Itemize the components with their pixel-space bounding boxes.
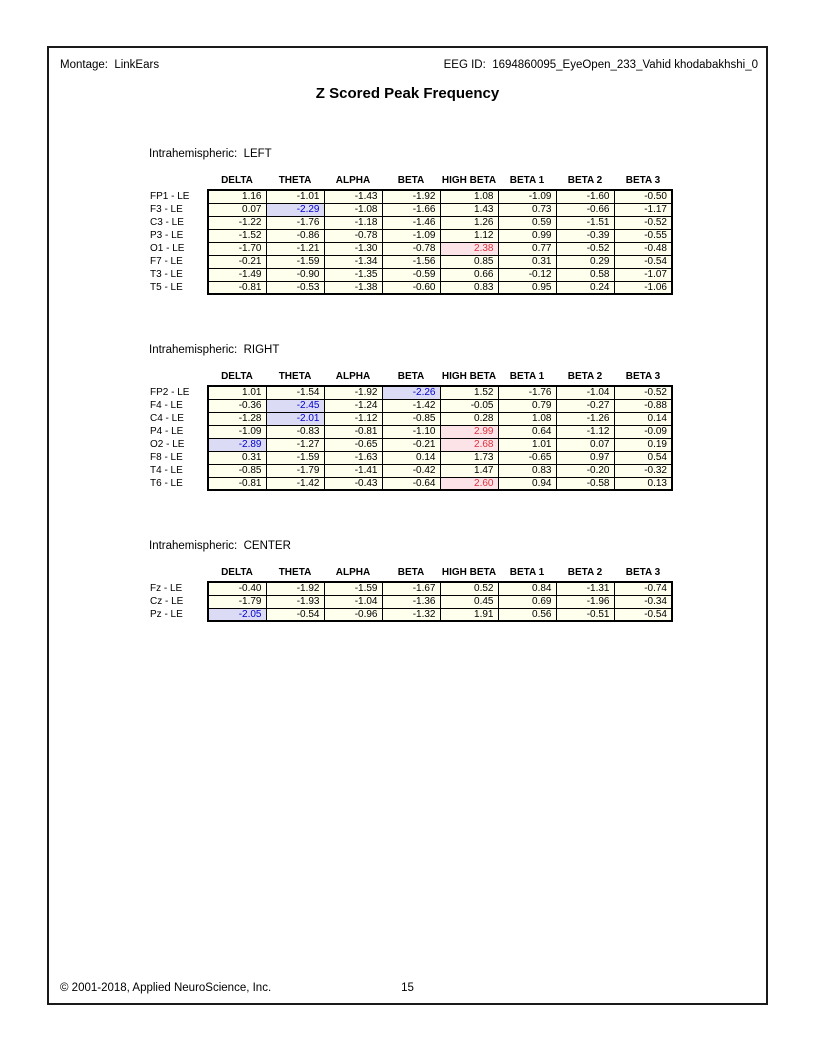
z-value-cell: -0.54 — [266, 608, 324, 621]
table-row — [149, 477, 672, 490]
section-left — [149, 148, 673, 295]
z-value-cell: -1.04 — [556, 386, 614, 399]
z-value-cell: 0.84 — [498, 582, 556, 595]
z-value-cell: -1.34 — [324, 255, 382, 268]
z-value-cell: -0.48 — [614, 242, 672, 255]
z-value-cell: 1.01 — [208, 386, 266, 399]
z-value-cell: -0.83 — [266, 425, 324, 438]
z-value-cell: 0.58 — [556, 268, 614, 281]
z-value-cell: -1.07 — [614, 268, 672, 281]
z-value-cell: -1.31 — [556, 582, 614, 595]
z-value-cell: -2.05 — [208, 608, 266, 621]
column-header: DELTA — [221, 175, 253, 186]
z-value-cell: 0.29 — [556, 255, 614, 268]
table-row — [149, 229, 672, 242]
column-header: BETA 2 — [567, 175, 603, 186]
z-value-cell: -0.50 — [614, 190, 672, 203]
z-value-cell: 0.77 — [498, 242, 556, 255]
z-value-cell: 1.08 — [498, 412, 556, 425]
z-value-cell: -1.76 — [266, 216, 324, 229]
z-value-cell: -1.42 — [266, 477, 324, 490]
z-value-cell: -0.43 — [324, 477, 382, 490]
z-value-cell: -1.92 — [266, 582, 324, 595]
z-value-cell: 2.60 — [440, 477, 498, 490]
z-value-cell: -0.86 — [266, 229, 324, 242]
z-value-cell: -1.70 — [208, 242, 266, 255]
z-value-cell: 0.07 — [556, 438, 614, 451]
column-header: THETA — [278, 371, 312, 382]
z-value-cell: -0.90 — [266, 268, 324, 281]
z-value-cell: -1.24 — [324, 399, 382, 412]
column-header-row — [149, 371, 672, 386]
z-value-cell: -1.60 — [556, 190, 614, 203]
z-value-cell: -0.78 — [382, 242, 440, 255]
table-row — [149, 451, 672, 464]
column-header: BETA 1 — [509, 567, 545, 578]
row-label: Pz - LE — [150, 609, 183, 620]
z-value-cell: 2.99 — [440, 425, 498, 438]
column-header: BETA — [397, 567, 425, 578]
table-row — [149, 190, 672, 203]
row-label: P4 - LE — [150, 426, 184, 437]
z-value-cell: -0.09 — [614, 425, 672, 438]
z-value-cell: -1.18 — [324, 216, 382, 229]
z-value-cell: -0.39 — [556, 229, 614, 242]
z-value-cell: -0.81 — [208, 281, 266, 294]
z-value-cell: -1.38 — [324, 281, 382, 294]
z-value-cell: -0.21 — [208, 255, 266, 268]
z-value-cell: -2.29 — [266, 203, 324, 216]
row-label: O1 - LE — [150, 243, 185, 254]
table-row — [149, 216, 672, 229]
z-value-cell: -0.20 — [556, 464, 614, 477]
row-label: Cz - LE — [150, 596, 184, 607]
z-value-cell: 0.14 — [382, 451, 440, 464]
column-header: HIGH BETA — [441, 175, 497, 186]
z-value-cell: -0.74 — [614, 582, 672, 595]
column-header: ALPHA — [335, 175, 371, 186]
table-row — [149, 255, 672, 268]
column-header: BETA 3 — [625, 567, 661, 578]
row-label: FP2 - LE — [150, 387, 190, 398]
z-value-cell: -0.59 — [382, 268, 440, 281]
z-value-cell: -1.67 — [382, 582, 440, 595]
column-header: ALPHA — [335, 371, 371, 382]
z-score-table-center — [149, 567, 673, 622]
z-value-cell: -1.26 — [556, 412, 614, 425]
z-value-cell: -1.96 — [556, 595, 614, 608]
z-value-cell: -1.21 — [266, 242, 324, 255]
report-page-border — [47, 46, 768, 1005]
column-header: BETA — [397, 371, 425, 382]
row-label: T5 - LE — [150, 282, 183, 293]
z-value-cell: 0.19 — [614, 438, 672, 451]
z-value-cell: -1.92 — [324, 386, 382, 399]
z-value-cell: -1.59 — [266, 451, 324, 464]
z-score-table-left — [149, 175, 673, 295]
row-label: F7 - LE — [150, 256, 183, 267]
column-header: BETA 2 — [567, 567, 603, 578]
z-value-cell: -1.92 — [382, 190, 440, 203]
z-score-table-right — [149, 371, 673, 491]
z-value-cell: -1.51 — [556, 216, 614, 229]
z-value-cell: -1.79 — [266, 464, 324, 477]
z-value-cell: -0.85 — [382, 412, 440, 425]
corner-cell — [149, 175, 208, 190]
row-label: F3 - LE — [150, 204, 183, 215]
z-value-cell: -2.45 — [266, 399, 324, 412]
z-value-cell: -0.58 — [556, 477, 614, 490]
z-value-cell: -1.17 — [614, 203, 672, 216]
table-row — [149, 608, 672, 621]
z-value-cell: 1.01 — [498, 438, 556, 451]
z-value-cell: -1.06 — [614, 281, 672, 294]
section-label-right: Intrahemispheric: RIGHT — [149, 344, 280, 356]
z-value-cell: -1.30 — [324, 242, 382, 255]
column-header: BETA 1 — [509, 371, 545, 382]
z-value-cell: 0.85 — [440, 255, 498, 268]
z-value-cell: 0.64 — [498, 425, 556, 438]
z-value-cell: -0.66 — [556, 203, 614, 216]
row-label: FP1 - LE — [150, 191, 190, 202]
z-value-cell: -0.52 — [614, 216, 672, 229]
z-value-cell: -0.64 — [382, 477, 440, 490]
z-value-cell: 0.52 — [440, 582, 498, 595]
z-value-cell: -1.36 — [382, 595, 440, 608]
z-value-cell: -1.09 — [208, 425, 266, 438]
table-row — [149, 281, 672, 294]
z-value-cell: 1.16 — [208, 190, 266, 203]
table-row — [149, 399, 672, 412]
table-row — [149, 464, 672, 477]
z-value-cell: -0.88 — [614, 399, 672, 412]
z-value-cell: 0.95 — [498, 281, 556, 294]
row-label: F8 - LE — [150, 452, 183, 463]
z-value-cell: 2.38 — [440, 242, 498, 255]
column-header: DELTA — [221, 371, 253, 382]
column-header: THETA — [278, 567, 312, 578]
z-value-cell: 2.68 — [440, 438, 498, 451]
column-header: ALPHA — [335, 567, 371, 578]
table-row — [149, 582, 672, 595]
z-value-cell: -0.81 — [208, 477, 266, 490]
z-value-cell: -0.60 — [382, 281, 440, 294]
z-value-cell: -1.08 — [324, 203, 382, 216]
table-row — [149, 412, 672, 425]
z-value-cell: -1.43 — [324, 190, 382, 203]
z-value-cell: -0.21 — [382, 438, 440, 451]
z-value-cell: 0.54 — [614, 451, 672, 464]
z-value-cell: 0.28 — [440, 412, 498, 425]
column-header: THETA — [278, 175, 312, 186]
z-value-cell: 1.08 — [440, 190, 498, 203]
z-value-cell: -1.12 — [556, 425, 614, 438]
corner-cell — [149, 371, 208, 386]
z-value-cell: -1.52 — [208, 229, 266, 242]
z-value-cell: -0.54 — [614, 608, 672, 621]
z-value-cell: 0.24 — [556, 281, 614, 294]
z-value-cell: -0.52 — [556, 242, 614, 255]
z-value-cell: -1.56 — [382, 255, 440, 268]
row-label: T4 - LE — [150, 465, 183, 476]
column-header-row — [149, 567, 672, 582]
z-value-cell: 0.59 — [498, 216, 556, 229]
z-value-cell: 0.97 — [556, 451, 614, 464]
row-label: C3 - LE — [150, 217, 184, 228]
z-value-cell: 1.91 — [440, 608, 498, 621]
z-value-cell: -1.79 — [208, 595, 266, 608]
z-value-cell: -0.55 — [614, 229, 672, 242]
column-header-row — [149, 175, 672, 190]
z-value-cell: -1.49 — [208, 268, 266, 281]
z-value-cell: 0.94 — [498, 477, 556, 490]
page-number: 15 — [401, 982, 414, 994]
z-value-cell: -0.40 — [208, 582, 266, 595]
z-value-cell: 1.73 — [440, 451, 498, 464]
z-value-cell: -0.12 — [498, 268, 556, 281]
z-value-cell: 1.43 — [440, 203, 498, 216]
z-value-cell: -0.65 — [324, 438, 382, 451]
table-row — [149, 242, 672, 255]
section-label-left: Intrahemispheric: LEFT — [149, 148, 272, 160]
column-header: HIGH BETA — [441, 371, 497, 382]
z-value-cell: -1.59 — [266, 255, 324, 268]
z-value-cell: -1.54 — [266, 386, 324, 399]
column-header: BETA 1 — [509, 175, 545, 186]
z-value-cell: 0.31 — [498, 255, 556, 268]
z-value-cell: 0.14 — [614, 412, 672, 425]
z-value-cell: 1.52 — [440, 386, 498, 399]
z-value-cell: 0.13 — [614, 477, 672, 490]
z-value-cell: -0.53 — [266, 281, 324, 294]
section-center — [149, 540, 673, 622]
z-value-cell: -0.54 — [614, 255, 672, 268]
z-value-cell: 0.69 — [498, 595, 556, 608]
section-right — [149, 344, 673, 491]
z-value-cell: 0.66 — [440, 268, 498, 281]
table-row — [149, 203, 672, 216]
z-value-cell: -1.63 — [324, 451, 382, 464]
z-value-cell: -0.52 — [614, 386, 672, 399]
row-label: C4 - LE — [150, 413, 184, 424]
z-value-cell: 0.45 — [440, 595, 498, 608]
z-value-cell: -0.81 — [324, 425, 382, 438]
z-value-cell: -1.93 — [266, 595, 324, 608]
z-value-cell: -1.35 — [324, 268, 382, 281]
montage-label: Montage: LinkEars — [60, 59, 160, 71]
z-value-cell: 0.83 — [498, 464, 556, 477]
z-value-cell: -1.46 — [382, 216, 440, 229]
z-value-cell: -0.65 — [498, 451, 556, 464]
row-label: Fz - LE — [150, 583, 183, 594]
z-value-cell: -1.28 — [208, 412, 266, 425]
z-value-cell: -2.26 — [382, 386, 440, 399]
z-value-cell: 0.31 — [208, 451, 266, 464]
z-value-cell: 1.12 — [440, 229, 498, 242]
z-value-cell: -0.27 — [556, 399, 614, 412]
z-value-cell: -1.42 — [382, 399, 440, 412]
table-row — [149, 438, 672, 451]
z-value-cell: 0.99 — [498, 229, 556, 242]
z-value-cell: -1.32 — [382, 608, 440, 621]
table-row — [149, 268, 672, 281]
z-value-cell: 0.07 — [208, 203, 266, 216]
copyright-text: © 2001-2018, Applied NeuroScience, Inc. — [60, 982, 272, 994]
row-label: F4 - LE — [150, 400, 183, 411]
z-value-cell: -0.34 — [614, 595, 672, 608]
row-label: P3 - LE — [150, 230, 184, 241]
z-value-cell: 0.83 — [440, 281, 498, 294]
z-value-cell: -1.41 — [324, 464, 382, 477]
eeg-id-label: EEG ID: 1694860095_EyeOpen_233_Vahid khodabakhshi_0 — [443, 59, 758, 71]
z-value-cell: -1.27 — [266, 438, 324, 451]
column-header: DELTA — [221, 567, 253, 578]
z-value-cell: -0.36 — [208, 399, 266, 412]
z-value-cell: -1.22 — [208, 216, 266, 229]
table-row — [149, 425, 672, 438]
z-value-cell: 1.47 — [440, 464, 498, 477]
corner-cell — [149, 567, 208, 582]
table-row — [149, 386, 672, 399]
section-label-center: Intrahemispheric: CENTER — [149, 540, 291, 552]
row-label: O2 - LE — [150, 439, 185, 450]
z-value-cell: -1.59 — [324, 582, 382, 595]
column-header: BETA 3 — [625, 371, 661, 382]
z-value-cell: -1.10 — [382, 425, 440, 438]
z-value-cell: 0.79 — [498, 399, 556, 412]
row-label: T3 - LE — [150, 269, 183, 280]
z-value-cell: 0.73 — [498, 203, 556, 216]
z-value-cell: -2.89 — [208, 438, 266, 451]
page-title: Z Scored Peak Frequency — [315, 85, 500, 102]
z-value-cell: -1.09 — [498, 190, 556, 203]
column-header: BETA 3 — [625, 175, 661, 186]
z-value-cell: -0.32 — [614, 464, 672, 477]
z-value-cell: -1.76 — [498, 386, 556, 399]
z-value-cell: -1.66 — [382, 203, 440, 216]
z-value-cell: -2.01 — [266, 412, 324, 425]
z-value-cell: -1.09 — [382, 229, 440, 242]
z-value-cell: -0.05 — [440, 399, 498, 412]
z-value-cell: -0.51 — [556, 608, 614, 621]
z-value-cell: -0.78 — [324, 229, 382, 242]
table-row — [149, 595, 672, 608]
z-value-cell: 0.56 — [498, 608, 556, 621]
column-header: BETA 2 — [567, 371, 603, 382]
z-value-cell: -1.12 — [324, 412, 382, 425]
z-value-cell: -1.01 — [266, 190, 324, 203]
z-value-cell: -1.04 — [324, 595, 382, 608]
row-label: T6 - LE — [150, 478, 183, 489]
z-value-cell: -0.96 — [324, 608, 382, 621]
z-value-cell: -0.42 — [382, 464, 440, 477]
z-value-cell: 1.26 — [440, 216, 498, 229]
column-header: HIGH BETA — [441, 567, 497, 578]
column-header: BETA — [397, 175, 425, 186]
z-value-cell: -0.85 — [208, 464, 266, 477]
